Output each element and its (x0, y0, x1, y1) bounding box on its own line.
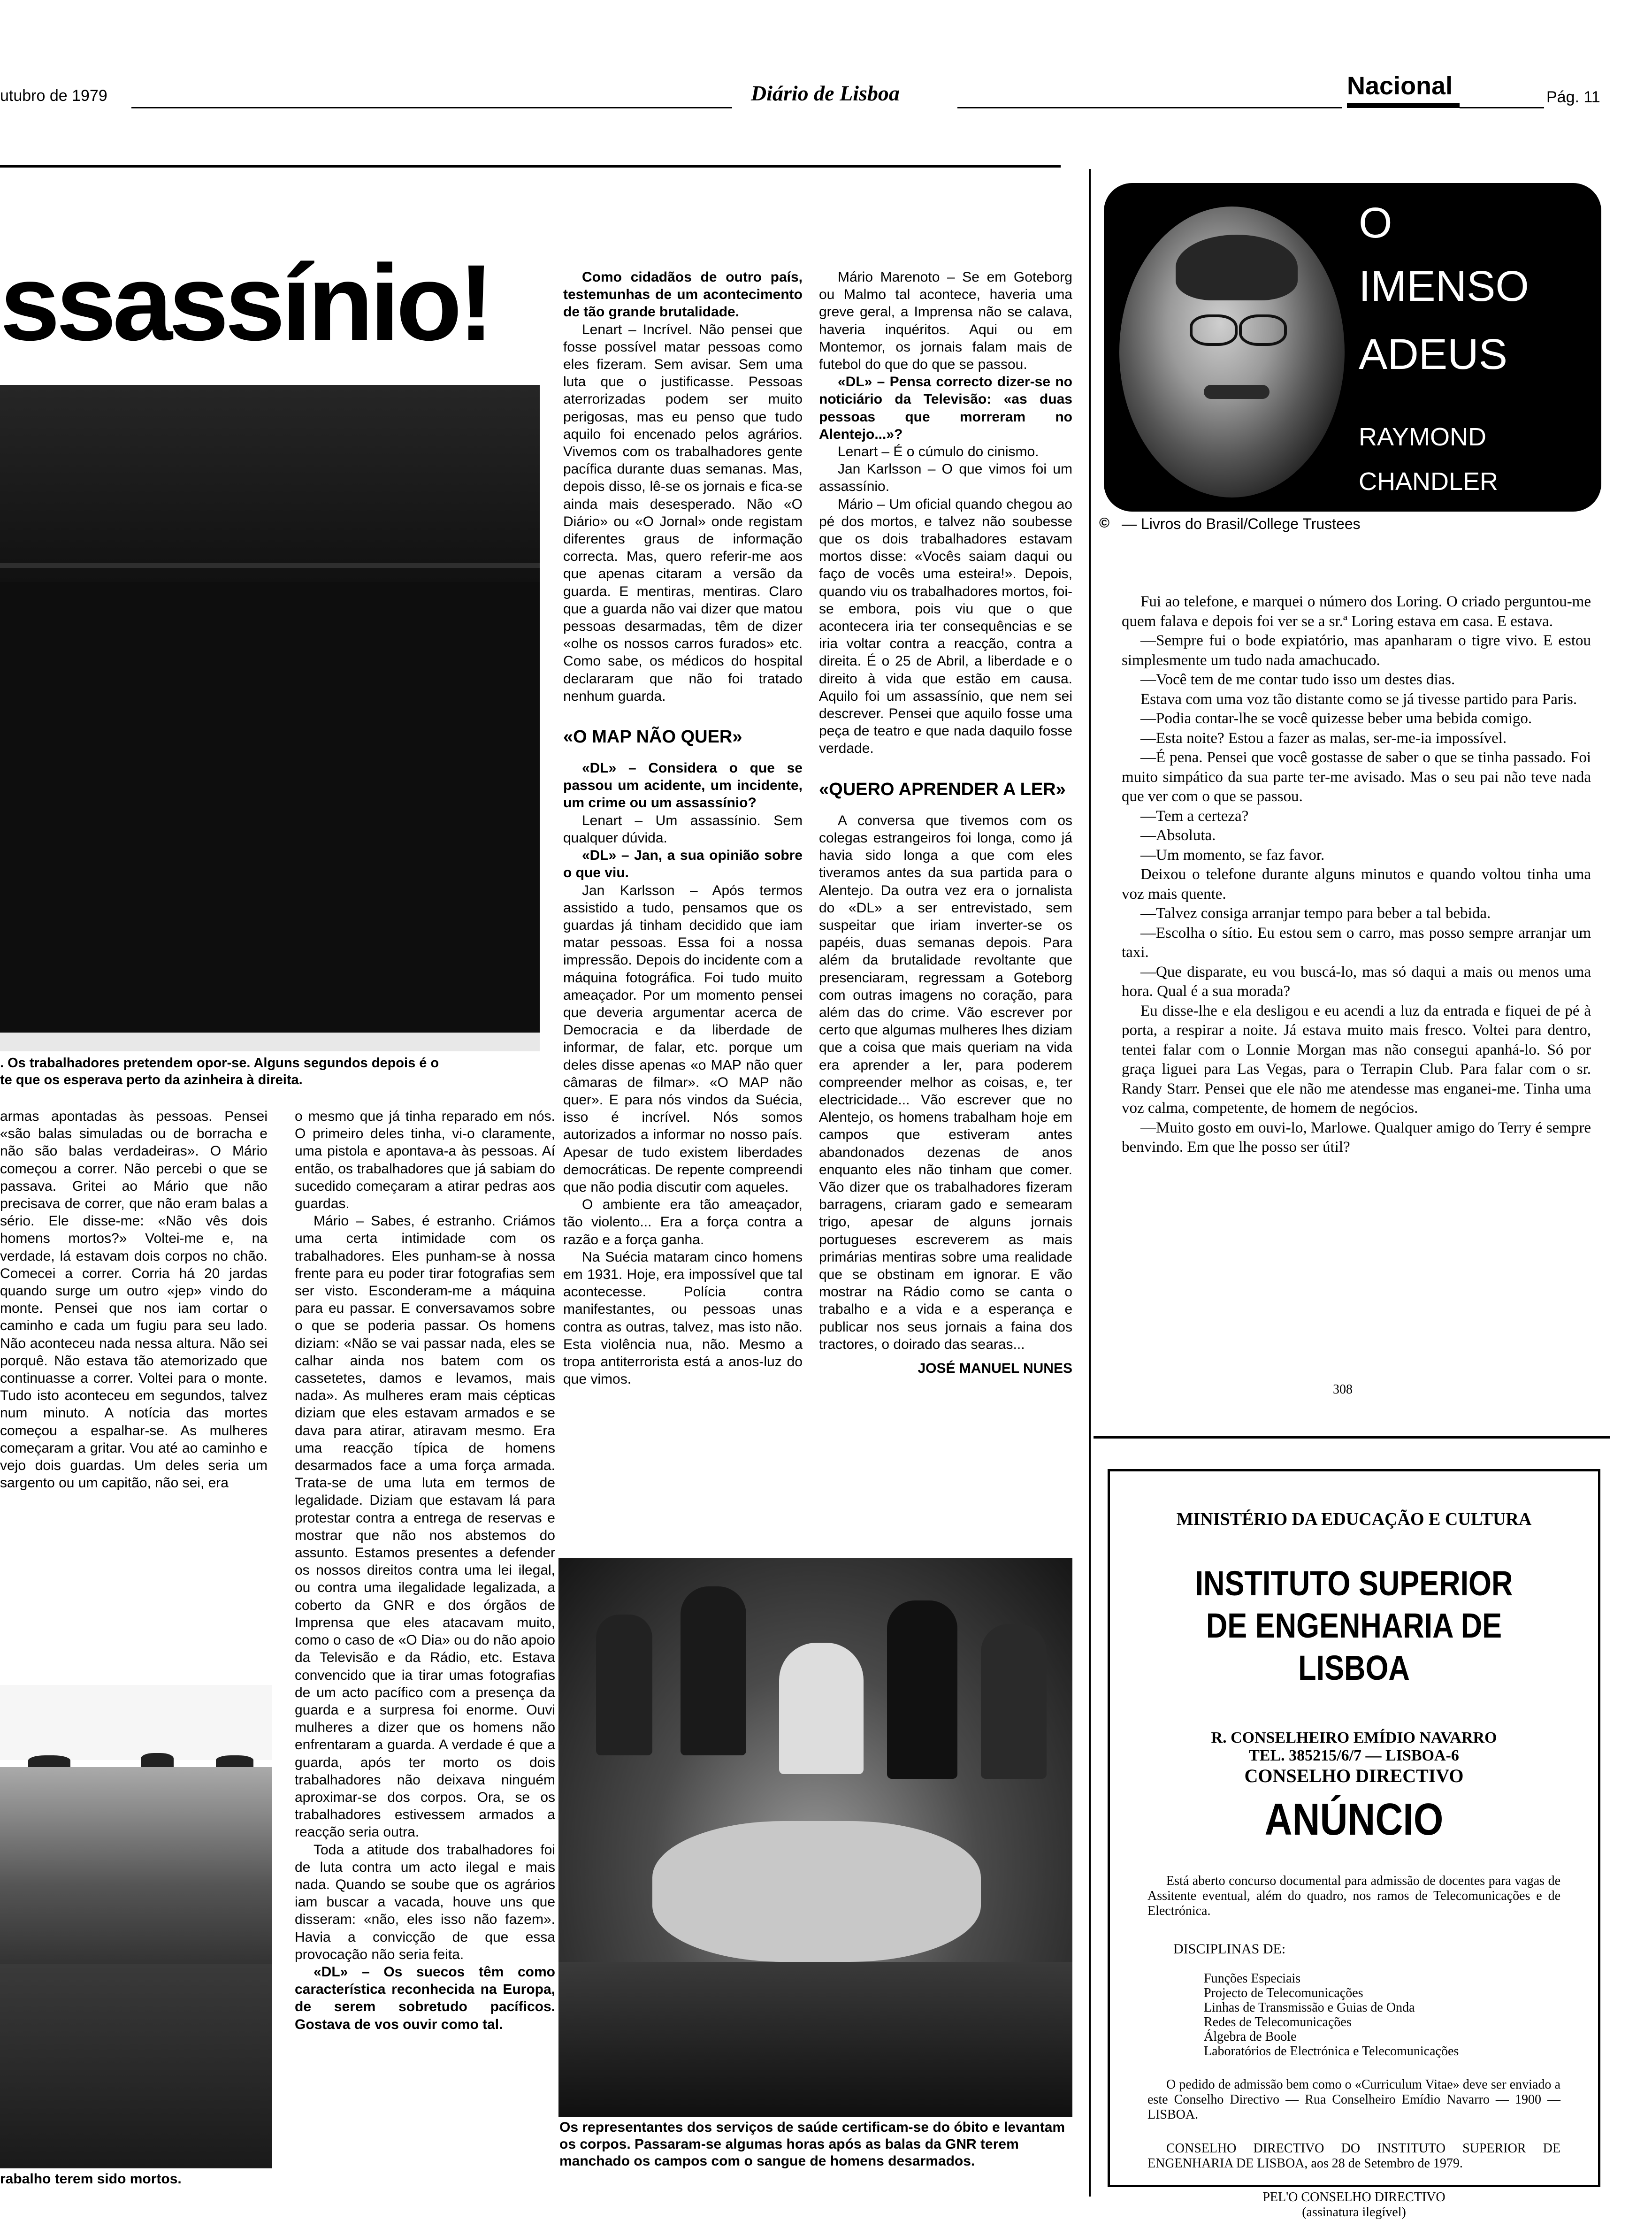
headline: ssassínio! (0, 242, 490, 363)
paragraph: —Que disparate, eu vou buscá-lo, mas só daqui a mais ou menos uma hora. Qual é a sua morada? (1122, 963, 1591, 1000)
paragraph: —Tem a certeza? (1140, 807, 1249, 825)
photo-bottom (558, 1558, 1072, 2117)
ad-title: ANÚNCIO (1264, 1794, 1444, 1845)
byline: JOSÉ MANUEL NUNES (918, 1360, 1072, 1376)
paragraph: A conversa que tivemos com os colegas estrangeiros foi longa, como já havia sido longa a que com eles tiveramos antes da sua partida para o Alentejo. Da outra vez era o jornalista do «DL» a ser entrevistado, sem suspeitar que iriam inverter-se os papéis, duas semanas depois. Para além da brutalidade revoltante que presenciaram, regressam a Goteborg com outras imagens no coração, para além das do crime. Vão escrever por certo que algumas mulheres lhes diziam que a coisa que mais queriam na vida era aprender a ler, para poderem compreender melhor as coisas, e, ter electricidade... Vão escrever que no Alentejo, os homens trabalham hoje em campos que estiveram antes abandonados dezenas de anos enquanto eles não tinham que comer. Vão dizer que os trabalhadores fizeram barragens, criaram gado e semearam trigo, apesar de alguns jornais portugueses escreverem as mais primárias mentiras sobre uma realidade que se obstinam em ignorar. E vão mostrar na Rádio como se canta o trabalho e a vida e a esperança e publicar nos seus jornais a faina dos tractores, o doirado das searas... (819, 812, 1072, 1352)
book-title-2: IMENSO (1359, 262, 1529, 310)
page-number: Pág. 11 (1546, 88, 1600, 106)
book-author-2: CHANDLER (1359, 467, 1499, 496)
book-title-1: O (1359, 199, 1392, 247)
question: Como cidadãos de outro país, testemunhas de um acontecimento de tão grande brutalidade. (563, 269, 803, 320)
ad-disciplines-list (1204, 1971, 1598, 2059)
paragraph: —Esta noite? Estou a fazer as malas, ser-me-ia impossível. (1140, 729, 1507, 747)
ad-address-2: TEL. 385215/6/7 — LISBOA-6 (1249, 1747, 1459, 1764)
article-column-2 (295, 1108, 555, 2033)
list-item: Álgebra de Boole (1204, 2029, 1297, 2044)
subheading: «QUERO APRENDER A LER» (819, 779, 1066, 799)
question: «DL» – Jan, a sua opinião sobre o que viu. (563, 848, 803, 881)
paragraph: Toda a atitude dos trabalhadores foi de luta contra um acto ilegal e mais nada. Quando se soube que os agrários iam buscar a vacada, houve uns que disseram: «não, eles isso não fazem». Havia a convicção de que essa provocação não seria feita. (295, 1842, 555, 1962)
paragraph: Mário – Sabes, é estranho. Criámos uma certa intimidade com os trabalhadores. Eles punham-se à nossa frente para eu poder tirar fotografias sem ser visto. Esconderam-me a máquina para eu passar. E conversavamos sobre o que se poderia passar. Os homens diziam: «Não se vai passar nada, eles se calhar ainda nos batem com os cassetetes, damos e levamos, mais nada». As mulheres eram mais cépticas diziam que eles estavam armados e se dava para atirar, atiravam mesmo. Era uma reacção típica de homens desarmados face a uma força armada. Trata-se de uma luta em termos de legalidade. Diziam que estavam lá para protestar contra a entrega de reservas e mostrar que não nos abstemos do assunto. Estamos presentes a defender os nossos direitos contra uma lei ilegal, ou contra uma ilegalidade legalizada, a coberto da GNR e dos órgãos de Imprensa que eles atacavam muito, como o caso de «O Dia» ou do não apoio da Televisão e da Rádio, etc. Estava convencido que ia tirar umas fotografias de um acto pacífico com a presença da guarda e a surpresa foi enorme. Ouvi mulheres a dizer que os homens não enfrentaram a guarda. A verdade é que a guarda, após ter morto os dois trabalhadores não deixava ninguém aproximar-se dos corpos. Ora, se os trabalhadores estivessem armados a reacção seria outra. (295, 1213, 555, 1840)
header-date: utubro de 1979 (0, 87, 107, 105)
ad-ministry: MINISTÉRIO DA EDUCAÇÃO E CULTURA (1176, 1509, 1532, 1529)
paragraph: —É pena. Pensei que você gostasse de saber o que se tinha passado. Foi muito simpático da sua parte ter-me avisado. Mas o seu pai não teve nada que ver com o que se passou. (1122, 749, 1591, 805)
paragraph: Lenart – É o cúmulo do cinismo. (838, 444, 1039, 460)
paragraph: Fui ao telefone, e marquei o número dos Loring. O criado perguntou-me quem falava e depois foi ver se a sr.ª Loring estava em casa. E estava. (1122, 593, 1591, 630)
section-label: Nacional (1347, 72, 1453, 100)
book-bottom-rule (1094, 1436, 1610, 1439)
ad-address-1: R. CONSELHEIRO EMÍDIO NAVARRO (1211, 1729, 1497, 1746)
question: «DL» – Os suecos têm como característica reconhecida na Europa, de serem sobretudo pacíficos. Gostava de vos ouvir como tal. (295, 1964, 555, 2032)
paragraph: Lenart – Incrível. Não pensei que fosse possível matar pessoas como eles fizeram. Sem avisar. Sem uma luta que o justificasse. Pessoas aterrorizadas podem ser muito perigosas, mas eu penso que tudo aquilo foi encenado pelos agrários. Vivemos com os trabalhadores gente pacífica durante duas semanas. Mas, depois disso, lê-se os jornais e fica-se ainda mais desesperado. Não «O Diário» ou «O Jornal» onde registam diferentes graus de informação correcta. Mas, quero referir-me aos que apenas citaram a versão da guarda. E mentiras, mentiras. Claro que a guarda não vai dizer que matou pessoas desarmadas, têm de dizer «olhe os nossos carros furados» etc. Como sabe, os médicos do hospital declararam que não foi tratado nenhum guarda. (563, 322, 803, 704)
paragraph: Mário – Um oficial quando chegou ao pé dos mortos, e talvez não soubesse que os dois trabalhadores estavam mortos disse: «Vocês saiam daqui ou faço de vocês uma esteira!». Depois, quando viu os trabalhadores mortos, foi-se embora, pois viu que o que acontecera iria ter consequências e se iria voltar contra a reacção, contra a direita. É o 25 de Abril, a liberdade e o direito à vida que estão em causa. Aquilo foi um assassínio, que nem sei descrever. Pensei que aquilo fosse uma peça de teatro e que nada daquilo fosse verdade. (819, 496, 1072, 757)
section-underline (1347, 103, 1460, 108)
header-rule-left (131, 107, 732, 108)
header-rule-mid (957, 107, 1342, 108)
photo-bottom-caption: Os representantes dos serviços de saúde certificam-se do óbito e levantam os corpos. Passaram-se algumas horas após as balas da GNR terem manchado os campos com o sangue de homens desarmados. (559, 2120, 1065, 2169)
paragraph: —Você tem de me contar tudo isso um destes dias. (1140, 671, 1455, 688)
list-item: Linhas de Transmissão e Guias de Onda (1204, 2000, 1415, 2015)
top-rule (0, 165, 1061, 168)
book-page-number: 308 (1333, 1382, 1353, 1397)
paragraph: —Muito gosto em ouvi-lo, Marlowe. Qualquer amigo do Terry é sempre benvindo. Em que lhe posso ser útil? (1122, 1119, 1591, 1156)
paragraph: Mário Marenoto – Se em Goteborg ou Malmo tal acontece, haveria uma greve geral, a Imprensa não se calava, haveria inquéritos. Aqui ou em Montemor, os jornais falam mais de futebol do que do que se passou. (819, 269, 1072, 373)
book-excerpt (1122, 592, 1591, 1157)
article-column-1 (0, 1108, 268, 1492)
paragraph: —Escolha o sítio. Eu estou sem o carro, mas posso sempre arranjar um taxi. (1122, 924, 1591, 961)
column-divider (1089, 169, 1091, 2197)
article-column-4 (819, 268, 1072, 1377)
photo-top-caption-1: . Os trabalhadores pretendem opor-se. Alguns segundos depois é o (0, 1056, 439, 1071)
paragraph: —Podia contar-lhe se você quizesse beber uma bebida comigo. (1140, 710, 1532, 727)
paragraph: Eu disse-lhe e ela desligou e eu acendi a luz da entrada e fiquei de pé à porta, a respirar a noite. Já estava muito mais fresco. Voltei para dentro, tentei falar com o Lonnie Morgan mas não consegui apanhá-lo. Só por graça liguei para Las Vegas, para o Terrapin Club. Para falar com o sr. Randy Starr. Pensei que ele não me atendesse mas enganei-me. Tinha uma voz calma, competente, de homem de negócios. (1122, 1002, 1591, 1117)
paragraph: Lenart – Um assassínio. Sem qualquer dúvida. (563, 812, 803, 846)
ad-council: CONSELHO DIRECTIVO (1244, 1765, 1464, 1786)
list-item: Projecto de Telecomunicações (1204, 1986, 1363, 2000)
paragraph: —Talvez consiga arranjar tempo para beber a tal bebida. (1140, 905, 1491, 922)
photo-left (0, 1685, 272, 2168)
photo-left-caption: rabalho terem sido mortos. (0, 2171, 182, 2187)
list-item: Laboratórios de Electrónica e Telecomunicações (1204, 2044, 1459, 2059)
ad-apply: O pedido de admissão bem como o «Curriculum Vitae» deve ser enviado a este Conselho Directivo — Rua Conselheiro Emídio Navarro — 1900 — LISBOA. (1147, 2077, 1560, 2122)
subheading: «O MAP NÃO QUER» (563, 727, 742, 747)
paragraph: Jan Karlsson – O que vimos foi um assassínio. (819, 461, 1072, 495)
paragraph: —Sempre fui o bode expiatório, mas apanharam o tigre vivo. E estou simplesmente um tudo nada amachucado. (1122, 632, 1591, 669)
list-item: Redes de Telecomunicações (1204, 2015, 1352, 2029)
paragraph: Na Suécia mataram cinco homens em 1931. Hoje, era impossível que tal acontecesse. Polícia contra manifestantes, ou pessoas unas contra as outras, talvez, mas isto não. Esta violência nua, não. Mesmo a tropa antiterrorista está a anos-luz do que vimos. (563, 1249, 803, 1387)
question: «DL» – Pensa correcto dizer-se no noticiário da Televisão: «as duas pessoas que morreram no Alentejo...»? (819, 374, 1072, 442)
paragraph: —Um momento, se faz favor. (1140, 846, 1325, 864)
author-portrait (1119, 207, 1345, 498)
ad-closing: CONSELHO DIRECTIVO DO INSTITUTO SUPERIOR DE ENGENHARIA DE LISBOA, aos 28 de Setembro de 1979. (1147, 2141, 1560, 2171)
book-credit: — Livros do Brasil/College Trustees (1122, 515, 1361, 532)
book-title-3: ADEUS (1359, 330, 1507, 378)
ad-sign-1: PEL'O CONSELHO DIRECTIVO (1262, 2190, 1446, 2205)
announcement-ad (1108, 1469, 1600, 2220)
copyright-icon: © (1099, 515, 1110, 531)
article-column-3 (563, 268, 803, 1388)
ad-disciplines-label: DISCIPLINAS DE: (1173, 1941, 1286, 1957)
paragraph: —Absoluta. (1140, 827, 1216, 844)
paragraph: o mesmo que já tinha reparado em nós. O primeiro deles tinha, vi-o claramente, uma pistola e apontava-a às pessoas. Aí então, os trabalhadores que já sabiam do sucedido começaram a atirar pedras aos guardas. (295, 1109, 555, 1212)
paragraph: Deixou o telefone durante alguns minutos e quando voltou tinha uma voz mais quente. (1122, 866, 1591, 903)
ad-sign-2: (assinatura ilegível) (1302, 2205, 1406, 2220)
question: «DL» – Considera o que se passou um acidente, um incidente, um crime ou um assassínio? (563, 760, 803, 811)
ad-institute-2: DE ENGENHARIA DE LISBOA (1206, 1606, 1502, 1687)
paragraph: O ambiente era tão ameaçador, tão violento... Era a força contra a razão e a força ganha. (563, 1197, 803, 1248)
list-item: Funções Especiais (1204, 1971, 1301, 1986)
ad-intro: Está aberto concurso documental para admissão de docentes para vagas de Assitente eventual, além do quadro, nos ramos de Telecomunicações e de Electrónica. (1147, 1874, 1560, 1918)
book-author-1: RAYMOND (1359, 423, 1487, 451)
masthead: Diário de Lisboa (751, 81, 900, 105)
header-rule-right (1460, 107, 1544, 108)
paragraph: Jan Karlsson – Após termos assistido a tudo, pensamos que os guardas já tinham decidido que iam matar pessoas. Essa foi a nossa impressão. Depois do incidente com a máquina fotográfica. Foi tudo muito ameaçador. Por um momento pensei que deveria argumentar acerca de Democracia e da liberdade de informar, de falar, etc. porque um deles disse apenas «o MAP não quer câmaras de filmar». «O MAP não quer». E para nós vindos da Suécia, isso é incrível. Nós somos autorizados a informar no nosso país. Apesar de tudo existem liberdades democráticas. De repente compreendi que não podia discutir com aqueles. (563, 882, 803, 1195)
photo-top-caption-2: te que os esperava perto da azinheira à direita. (0, 1072, 303, 1087)
paragraph: Estava com uma voz tão distante como se já tivesse partido para Paris. (1140, 690, 1577, 708)
paragraph: armas apontadas às pessoas. Pensei «são balas simuladas ou de borracha e não são balas verdadeiras». O Mário começou a correr. Não percebi o que se passava. Gritei ao Mário que não precisava de correr, que não eram balas a sério. Ele disse-me: «Não vês dois homens mortos?» Voltei-me e, na verdade, lá estavam dois corpos no chão. Comecei a correr. Corria há 20 jardas quando surge um outro «jep» vindo do monte. Pensei que nos iam cortar o caminho e cada um fugiu para seu lado. Não aconteceu nada nessa altura. Não sei porquê. Não estava tão atemorizado que continuasse a correr. Voltei para o monte. Tudo isto aconteceu em segundos, talvez num minuto. A notícia das mortes começou a espalhar-se. As mulheres começaram a gritar. Vou até ao caminho e vejo dois guardas. Um deles seria um sargento ou um capitão, não sei, era (0, 1109, 268, 1491)
ad-institute-1: INSTITUTO SUPERIOR (1195, 1564, 1513, 1603)
photo-top (0, 385, 540, 1051)
